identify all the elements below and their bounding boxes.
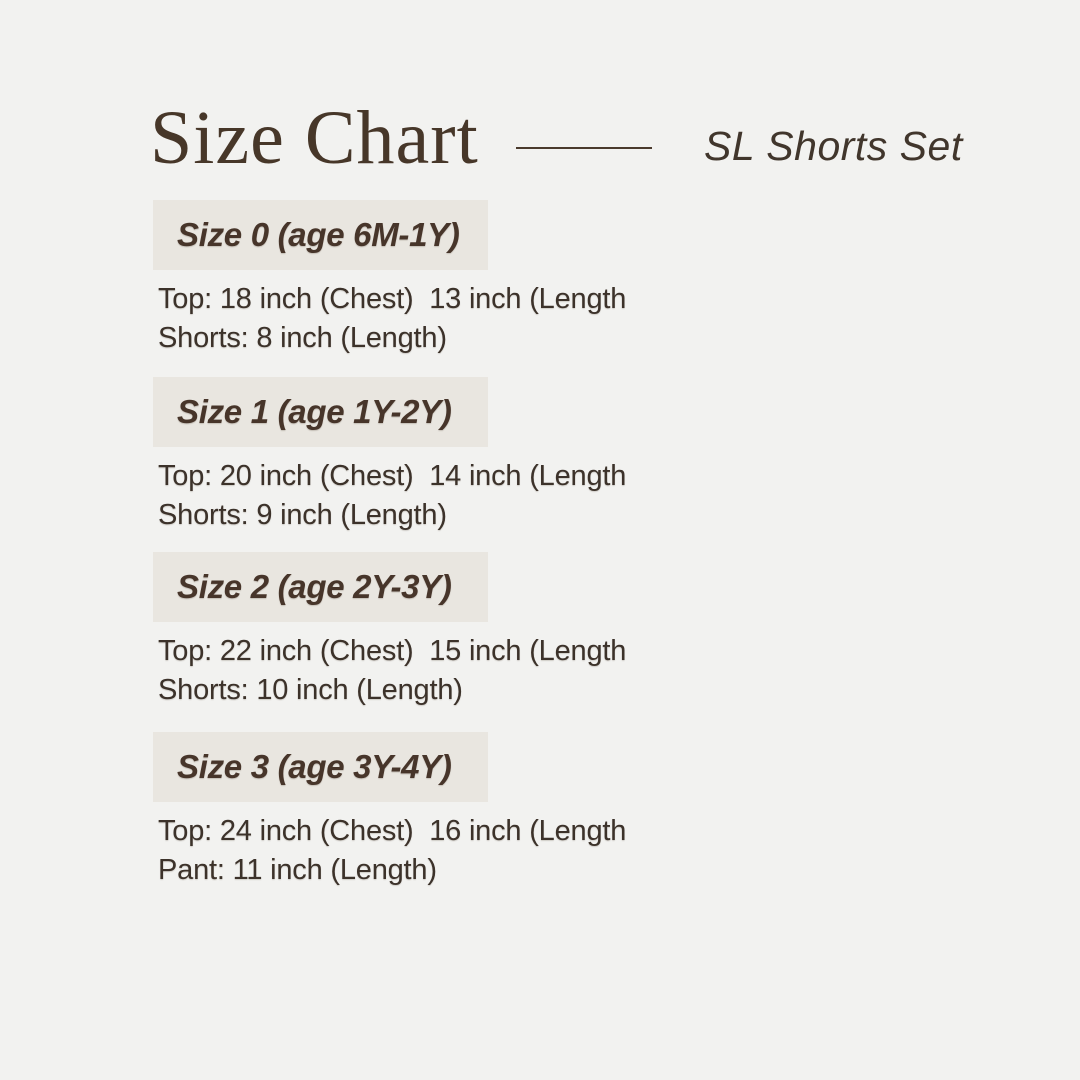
size-badge-0 [153, 200, 488, 270]
measurement-top-line: Top: 22 inch (Chest) 15 inch (Length [158, 635, 627, 667]
measurement-top-line: Top: 24 inch (Chest) 16 inch (Length [158, 815, 627, 847]
measurement-top-line: Top: 20 inch (Chest) 14 inch (Length [158, 460, 627, 492]
size-measurements-3 [158, 812, 1018, 890]
size-badge-3 [153, 732, 488, 802]
size-badge-1 [153, 377, 488, 447]
size-measurements-0 [158, 280, 1018, 358]
size-label: Size 2 (age 2Y-3Y) [177, 568, 452, 605]
measurement-bottom-line: Pant: 11 inch (Length) [158, 854, 437, 886]
measurement-bottom-line: Shorts: 9 inch (Length) [158, 499, 447, 531]
product-name: SL Shorts Set [704, 123, 963, 169]
size-label: Size 1 (age 1Y-2Y) [177, 393, 452, 430]
measurement-bottom-line: Shorts: 10 inch (Length) [158, 674, 463, 706]
size-measurements-1 [158, 457, 1018, 535]
size-badge-2 [153, 552, 488, 622]
title-divider-line [516, 147, 652, 149]
page-title: Size Chart [150, 96, 479, 180]
size-label: Size 3 (age 3Y-4Y) [177, 748, 452, 785]
measurement-top-line: Top: 18 inch (Chest) 13 inch (Length [158, 283, 627, 315]
measurement-bottom-line: Shorts: 8 inch (Length) [158, 322, 447, 354]
size-measurements-2 [158, 632, 1018, 710]
size-label: Size 0 (age 6M-1Y) [177, 216, 460, 253]
